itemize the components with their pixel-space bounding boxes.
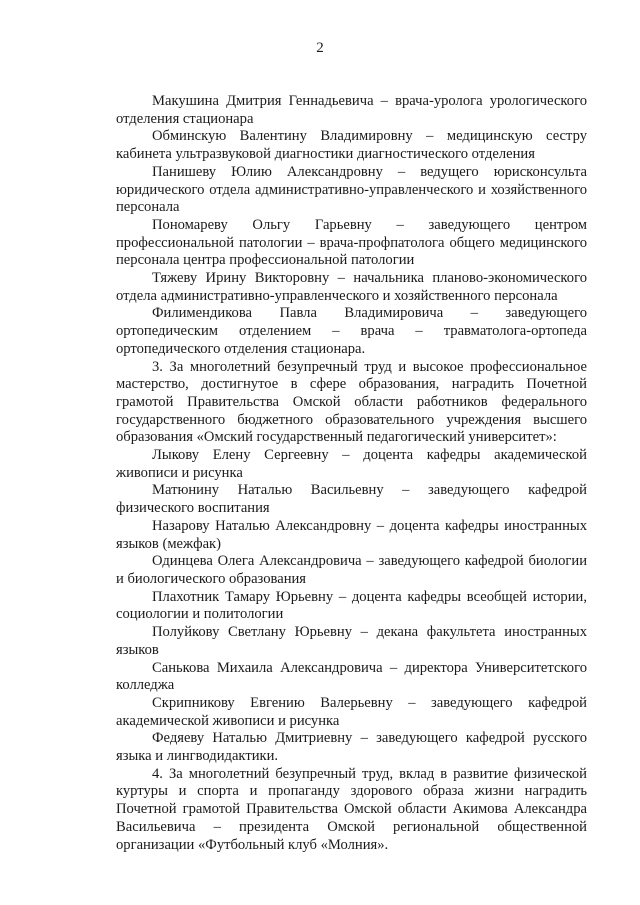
paragraph-obminskaya: Обминскую Валентину Владимировну – медицинскую сестру кабинета ультразвуковой диагностики диагностического отделения (116, 128, 587, 163)
paragraph-fedyaeva: Федяеву Наталью Дмитриевну – заведующего кафедрой русского языка и лингводидактики. (116, 730, 587, 765)
paragraph-nazarova: Назарову Наталью Александровну – доцента кафедры иностранных языков (межфак) (116, 517, 587, 552)
paragraph-tyazheva: Тяжеву Ирину Викторовну – начальника планово-экономического отдела административно-управленческого и хозяйственного персонала (116, 270, 587, 304)
paragraph-filimendikov: Филимендикова Павла Владимировича – заведующего ортопедическим отделением – врача – травматолога-ортопеда ортопедического отделения стационара. (116, 305, 587, 357)
paragraph-sankov: Санькова Михаила Александровича – директора Университетского колледжа (116, 659, 587, 694)
paragraph-makushin: Макушина Дмитрия Геннадьевича – врача-уролога урологического отделения стационара (116, 93, 587, 127)
paragraph-panisheva: Панишеву Юлию Александровну – ведущего юрисконсульта юридического отдела административно-управленческого и хозяйственного персонала (116, 163, 587, 216)
paragraph-section-4: 4. За многолетний безупречный труд, вклад в развитие физической куртуры и спорта и пропаганду здорового образа жизни наградить Почетной грамотой Правительства Омской области Акимова Александра Васильевича – президента Омской региональной общественной организации «Футбольный клуб «Молния». (116, 765, 587, 853)
paragraph-matyunina: Матюнину Наталью Васильевну – заведующего кафедрой физического воспитания (116, 482, 587, 517)
paragraph-odintsev: Одинцева Олега Александровича – заведующего кафедрой биологии и биологического образования (116, 553, 587, 587)
paragraph-section-3: 3. За многолетний безупречный труд и высокое профессиональное мастерство, достигнутое в сфере образования, наградить Почетной грамотой Правительства Омской области работников федерального государственного бюджетного образовательного учреждения высшего образования «Омский государственный педагогический университет»: (116, 358, 587, 446)
paragraph-poluykova: Полуйкову Светлану Юрьевну – декана факультета иностранных языков (116, 624, 587, 658)
paragraph-skripnikova: Скрипникову Евгению Валерьевну – заведующего кафедрой академической живописи и рисунка (116, 694, 587, 729)
paragraph-plakhotnik: Плахотник Тамару Юрьевну – доцента кафедры всеобщей истории, социологии и политологии (116, 588, 587, 623)
document-body (116, 93, 587, 854)
page-number: 2 (316, 40, 324, 56)
paragraph-ponomareva: Пономареву Ольгу Гарьевну – заведующего центром профессиональной патологии – врача-профпатолога общего медицинского персонала центра профессиональной патологии (116, 216, 587, 269)
paragraph-lykova: Лыкову Елену Сергеевну – доцента кафедры академической живописи и рисунка (116, 447, 587, 481)
